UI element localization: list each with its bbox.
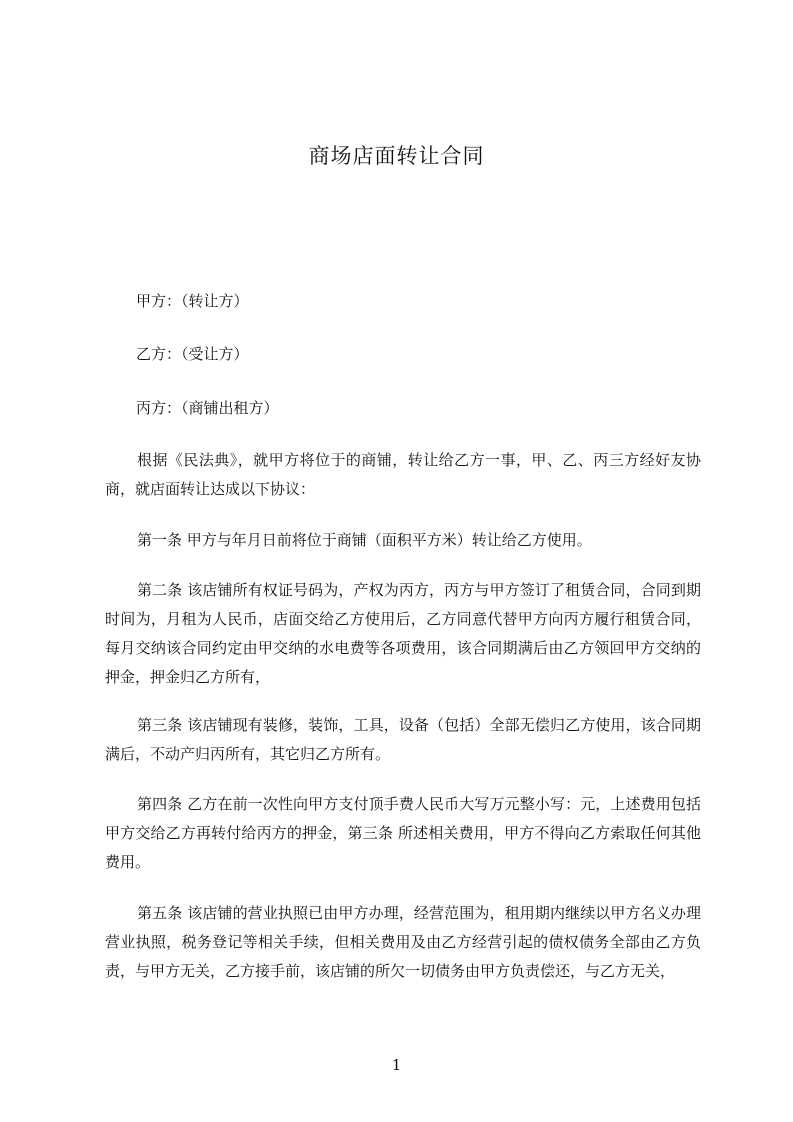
page-title: 商场店面转让合同: [308, 144, 485, 168]
article-4: 第四条 乙方在前一次性向甲方支付顶手费人民币大写万元整小写：元，上述费用包括甲方交给乙方再转付给丙方的押金，第三条 所述相关费用，甲方不得向乙方索取任何其他费用。: [105, 795, 701, 871]
party-c-line: 丙方：（商铺出租方）: [136, 399, 279, 417]
article-5: 第五条 该店铺的营业执照已由甲方办理，经营范围为，租用期内继续以甲方名义办理营业执照，税务登记等相关手续，但相关费用及由乙方经营引起的债权债务全部由乙方负责，与甲方无关，乙方接手前，该店铺的所欠一切债务由甲方负责偿还，与乙方无关，: [105, 904, 701, 980]
preamble-paragraph: 根据《民法典》，就甲方将位于的商铺，转让给乙方一事，甲、乙、丙三方经好友协商，就店面转让达成以下协议：: [105, 451, 701, 498]
party-b-line: 乙方：（受让方）: [136, 345, 249, 363]
party-a-line: 甲方：（转让方）: [136, 292, 249, 310]
article-1: 第一条 甲方与年月日前将位于商铺（面积平方米）转让给乙方使用。: [137, 531, 592, 549]
page-number: 1: [391, 1056, 402, 1074]
article-2: 第二条 该店铺所有权证号码为，产权为丙方，丙方与甲方签订了租赁合同，合同到期时间为，月租为人民币，店面交给乙方使用后，乙方同意代替甲方向丙方履行租赁合同，每月交纳该合同约定由甲交纳的水电费等各项费用，该合同期满后由乙方领回甲方交纳的押金，押金归乙方所有，: [105, 581, 701, 686]
article-3: 第三条 该店铺现有装修，装饰，工具，设备（包括）全部无偿归乙方使用，该合同期满后，不动产归丙所有，其它归乙方所有。: [105, 716, 701, 763]
